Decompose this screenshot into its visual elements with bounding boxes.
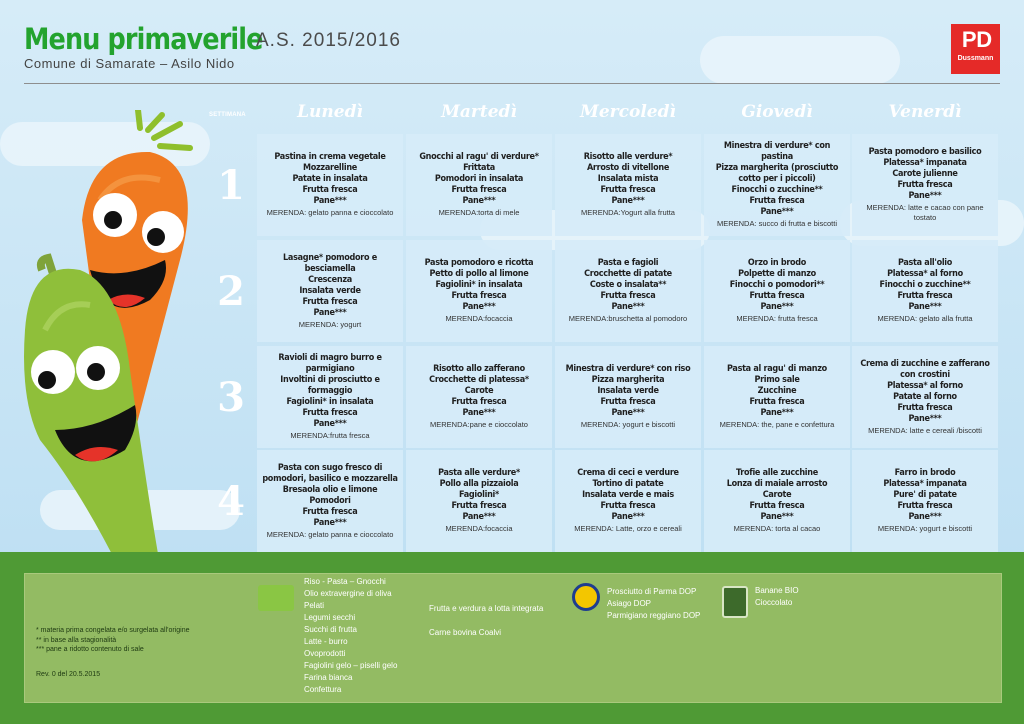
fairtrade-tree-icon: [722, 586, 748, 618]
dish-item: Coste o insalata**: [589, 280, 667, 290]
dish-item: Pomodori: [309, 495, 351, 506]
dish-item: Pomodori in insalata: [434, 174, 524, 184]
snack-item: MERENDA: torta al cacao: [733, 524, 821, 533]
dish-item: Frutta fresca: [897, 402, 953, 413]
week-column-label: SETTIMANA: [209, 112, 246, 118]
dish-item: Finocchi o pomodori**: [729, 280, 825, 290]
logo-mark-icon: P D: [961, 27, 990, 52]
dish-item: Trofie alle zucchine: [736, 468, 818, 478]
dish-item: Pane***: [462, 196, 496, 206]
day-header: Martedì: [441, 102, 517, 122]
revision-note: Rev. 0 del 20.5.2015: [36, 671, 101, 678]
menu-cell: [555, 346, 701, 448]
snack-item: MERENDA:focaccia: [445, 524, 513, 533]
eu-organic-leaf-icon: [258, 585, 294, 611]
dish-item: Fagiolini* in insalata: [435, 280, 523, 290]
menu-cell: [257, 450, 403, 552]
menu-cell: [852, 450, 998, 552]
dish-item: Frutta fresca: [749, 501, 805, 511]
dish-item: Patate in insalata: [292, 174, 368, 184]
dish-item: Pastina in crema vegetale: [274, 152, 386, 162]
dish-item: Carote: [464, 386, 494, 396]
dish-item: Pane***: [313, 196, 347, 206]
dish-item: Carote: [762, 490, 792, 500]
snack-item: MERENDA:Yogurt alla frutta: [581, 208, 675, 217]
legend-item: Parmigiano reggiano DOP: [607, 611, 701, 620]
dish-item: Frutta fresca: [749, 397, 805, 407]
menu-cell: [852, 240, 998, 342]
dish-item: Lasagne* pomodoro e besciamella: [283, 252, 377, 274]
dish-item: Crescenza: [308, 274, 352, 285]
dish-item: Pane***: [908, 413, 942, 424]
snack-item: MERENDA: Latte, orzo e cereali: [574, 524, 682, 533]
legend-item: Cioccolato: [755, 598, 793, 607]
legend-item: Succhi di frutta: [304, 625, 357, 634]
snack-item: MERENDA: gelato panna e cioccolato: [266, 208, 394, 217]
dish-item: Patate al forno: [893, 391, 957, 402]
dish-item: Pane***: [462, 408, 496, 418]
dish-item: Lonza di maiale arrosto: [726, 479, 828, 489]
day-header: Mercoledì: [580, 102, 676, 122]
dish-item: Insalata verde e mais: [582, 490, 674, 500]
dish-item: Crocchette di platessa*: [429, 375, 529, 385]
dish-item: Pane***: [611, 302, 645, 312]
vegetable-mascots-illustration: [20, 110, 220, 590]
menu-cell: [257, 134, 403, 236]
dish-item: Ravioli di magro burro e parmigiano: [278, 353, 382, 374]
menu-cell: [852, 346, 998, 448]
dish-item: Insalata mista: [597, 174, 659, 184]
dish-item: Platessa* impanata: [883, 479, 967, 489]
dish-item: Pasta e fagioli: [597, 258, 659, 268]
menu-cell: [555, 134, 701, 236]
footnotes: [36, 626, 189, 655]
legend-item: Latte - burro: [304, 637, 348, 646]
subtitle: Comune di Samarate – Asilo Nido: [24, 56, 235, 71]
dish-item: Frutta fresca: [600, 501, 656, 511]
dish-item: Platessa* al forno: [887, 380, 963, 391]
legend-item: Legumi secchi: [304, 613, 356, 622]
dish-item: Insalata verde: [299, 285, 361, 296]
other-products-list: [429, 597, 543, 645]
dish-item: Platessa* impanata: [883, 158, 967, 168]
day-header: Lunedì: [297, 102, 363, 122]
dish-item: Polpette di manzo: [738, 269, 816, 279]
legend-item: Banane BIO: [755, 586, 799, 595]
menu-cell: [704, 134, 850, 236]
week-number: 4: [217, 478, 245, 525]
dish-item: Pane***: [611, 512, 645, 522]
legend-item: Riso - Pasta – Gnocchi: [304, 577, 386, 586]
dish-item: Risotto alle verdure*: [583, 152, 673, 162]
dish-item: Pasta al ragu' di manzo: [727, 364, 827, 374]
dish-item: Mozzarelline: [303, 163, 357, 173]
dop-products-list: [607, 586, 700, 622]
legend-item: Ovoprodotti: [304, 649, 346, 658]
dish-item: Pane***: [313, 307, 347, 318]
snack-item: MERENDA: latte e cacao con pane tostato: [866, 203, 984, 222]
dish-item: Frutta fresca: [600, 397, 656, 407]
snack-item: MERENDA: succo di frutta e biscotti: [716, 219, 838, 228]
legend-item: Confettura: [304, 685, 342, 694]
dish-item: Pane***: [760, 302, 794, 312]
dish-item: Crocchette di patate: [584, 269, 672, 279]
dish-item: Petto di pollo al limone: [429, 269, 529, 279]
dish-item: Pane***: [760, 512, 794, 522]
dish-item: Frutta fresca: [302, 296, 358, 307]
dish-item: Frutta fresca: [451, 501, 507, 511]
dish-item: Pane***: [760, 408, 794, 418]
dish-item: Pane***: [908, 302, 942, 312]
snack-item: MERENDA: gelato alla frutta: [877, 314, 973, 323]
menu-cell: [257, 240, 403, 342]
snack-item: MERENDA: frutta fresca: [736, 314, 818, 323]
dish-item: Frutta fresca: [897, 291, 953, 301]
snack-item: MERENDA:torta di mele: [438, 208, 520, 217]
legend-item: Frutta e verdura a lotta integrata: [429, 604, 544, 613]
legend-item: Carne bovina Coalvi: [429, 628, 502, 637]
dish-item: Frutta fresca: [897, 501, 953, 511]
dish-item: Pasta all'olio: [897, 258, 953, 268]
dish-item: Pollo alla pizzaiola: [439, 479, 519, 489]
divider: [24, 83, 1000, 84]
dish-item: Pane***: [611, 408, 645, 418]
school-year: A.S. 2015/2016: [256, 30, 401, 51]
dish-item: Fagiolini* in insalata: [286, 397, 374, 407]
menu-cell: [555, 450, 701, 552]
cloud: [700, 36, 900, 84]
dish-item: Carote julienne: [892, 169, 958, 179]
menu-cell: [704, 450, 850, 552]
day-header: Venerdì: [888, 102, 962, 122]
dish-item: Frutta fresca: [302, 506, 358, 517]
snack-item: MERENDA: yogurt e biscotti: [877, 524, 973, 533]
dish-item: Finocchi o zucchine**: [879, 280, 971, 290]
snack-item: MERENDA:bruschetta al pomodoro: [568, 314, 688, 323]
dish-item: Frutta fresca: [451, 185, 507, 195]
day-header: Giovedì: [741, 102, 813, 122]
dish-item: Pasta pomodoro e basilico: [868, 147, 982, 157]
dish-item: Frutta fresca: [451, 291, 507, 301]
legend-item: ** in base alla stagionalità: [36, 636, 117, 644]
dish-item: Zucchine: [757, 386, 797, 396]
week-number: 3: [217, 374, 245, 421]
dish-item: Pizza margherita (prosciutto cotto per i piccoli): [715, 163, 839, 184]
week-number: 2: [217, 268, 245, 315]
menu-cell: [406, 240, 552, 342]
legend-item: Prosciutto di Parma DOP: [607, 587, 697, 596]
legend-item: Fagiolini gelo – piselli gelo: [304, 661, 398, 670]
legend-item: Olio extravergine di oliva: [304, 589, 392, 598]
title-text: Menu primaverile: [24, 22, 263, 56]
week-number: 1: [217, 162, 245, 209]
organic-products-list: [304, 576, 397, 696]
snack-item: MERENDA: gelato panna e cioccolato: [266, 529, 394, 539]
dish-item: Pane***: [908, 191, 942, 201]
menu-cell: [406, 450, 552, 552]
dop-seal-icon: [572, 583, 600, 611]
dish-item: Frutta fresca: [749, 196, 805, 206]
dish-item: Arrosto di vitellone: [586, 163, 670, 173]
legend-item: Farina bianca: [304, 673, 353, 682]
menu-cell: [852, 134, 998, 236]
dish-item: Gnocchi al ragu' di verdure*: [419, 152, 539, 162]
dish-item: Pure' di patate: [893, 490, 957, 500]
dish-item: Risotto allo zafferano: [433, 364, 525, 374]
dish-item: Tortino di patate: [592, 479, 664, 489]
dish-item: Crema di ceci e verdure: [577, 468, 679, 478]
dish-item: Pasta pomodoro e ricotta: [424, 258, 534, 268]
dish-item: Pane***: [760, 207, 794, 217]
dish-item: Frutta fresca: [600, 185, 656, 195]
legend-item: * materia prima congelata e/o surgelata all'origine: [36, 627, 190, 634]
dish-item: Primo sale: [754, 375, 800, 385]
dish-item: Pizza margherita: [591, 375, 665, 385]
dish-item: Finocchi o zucchine**: [731, 185, 823, 195]
menu-cell: [704, 346, 850, 448]
snack-item: MERENDA:pane e cioccolato: [430, 420, 528, 429]
snack-item: MERENDA:focaccia: [445, 314, 513, 323]
dish-item: Fagiolini*: [459, 490, 499, 500]
dish-item: Pasta con sugo fresco di pomodori, basilico e mozzarella: [262, 462, 398, 484]
legend-item: Asiago DOP: [607, 599, 652, 608]
menu-cell: [704, 240, 850, 342]
snack-item: MERENDA: yogurt: [298, 319, 362, 329]
menu-cell: [257, 346, 403, 448]
dish-item: Minestra di verdure* con pastina: [723, 141, 831, 162]
dish-item: Crema di zucchine e zafferano con crostini: [860, 358, 990, 380]
dish-item: Frutta fresca: [451, 397, 507, 407]
dish-item: Involtini di prosciutto e formaggio: [280, 375, 380, 396]
dish-item: Platessa* al forno: [887, 269, 963, 279]
dish-item: Pasta alle verdure*: [438, 468, 520, 478]
dussmann-logo: [951, 24, 1000, 74]
dish-item: Pane***: [462, 302, 496, 312]
dish-item: Pane***: [313, 517, 347, 528]
snack-item: MERENDA: the, pane e confettura: [719, 420, 835, 429]
dish-item: Frutta fresca: [302, 185, 358, 195]
legend-item: Pelati: [304, 601, 325, 610]
dish-item: Frutta fresca: [600, 291, 656, 301]
menu-cell: [406, 134, 552, 236]
dish-item: Bresaola olio e limone: [282, 484, 378, 495]
bio-fairtrade-list: [755, 585, 799, 609]
menu-cell: [555, 240, 701, 342]
menu-cell: [406, 346, 552, 448]
dish-item: Orzo in brodo: [747, 258, 807, 268]
logo-name: Dussmann: [957, 55, 994, 62]
snack-item: MERENDA: yogurt e biscotti: [580, 420, 676, 429]
dish-item: Minestra di verdure* con riso: [565, 364, 691, 374]
snack-item: MERENDA: latte e cereali /biscotti: [868, 425, 982, 435]
dish-item: Pane***: [908, 512, 942, 522]
snack-item: MERENDA:frutta fresca: [290, 431, 370, 440]
menu-title: [24, 22, 401, 56]
legend-item: *** pane a ridotto contenuto di sale: [36, 646, 144, 653]
dish-item: Frutta fresca: [897, 180, 953, 190]
dish-item: Farro in brodo: [894, 468, 956, 478]
dish-item: Pane***: [462, 512, 496, 522]
dish-item: Frutta fresca: [749, 291, 805, 301]
dish-item: Pane***: [313, 419, 347, 429]
dish-item: Frittata: [463, 163, 495, 173]
dish-item: Pane***: [611, 196, 645, 206]
dish-item: Insalata verde: [597, 386, 659, 396]
dish-item: Frutta fresca: [302, 408, 358, 418]
